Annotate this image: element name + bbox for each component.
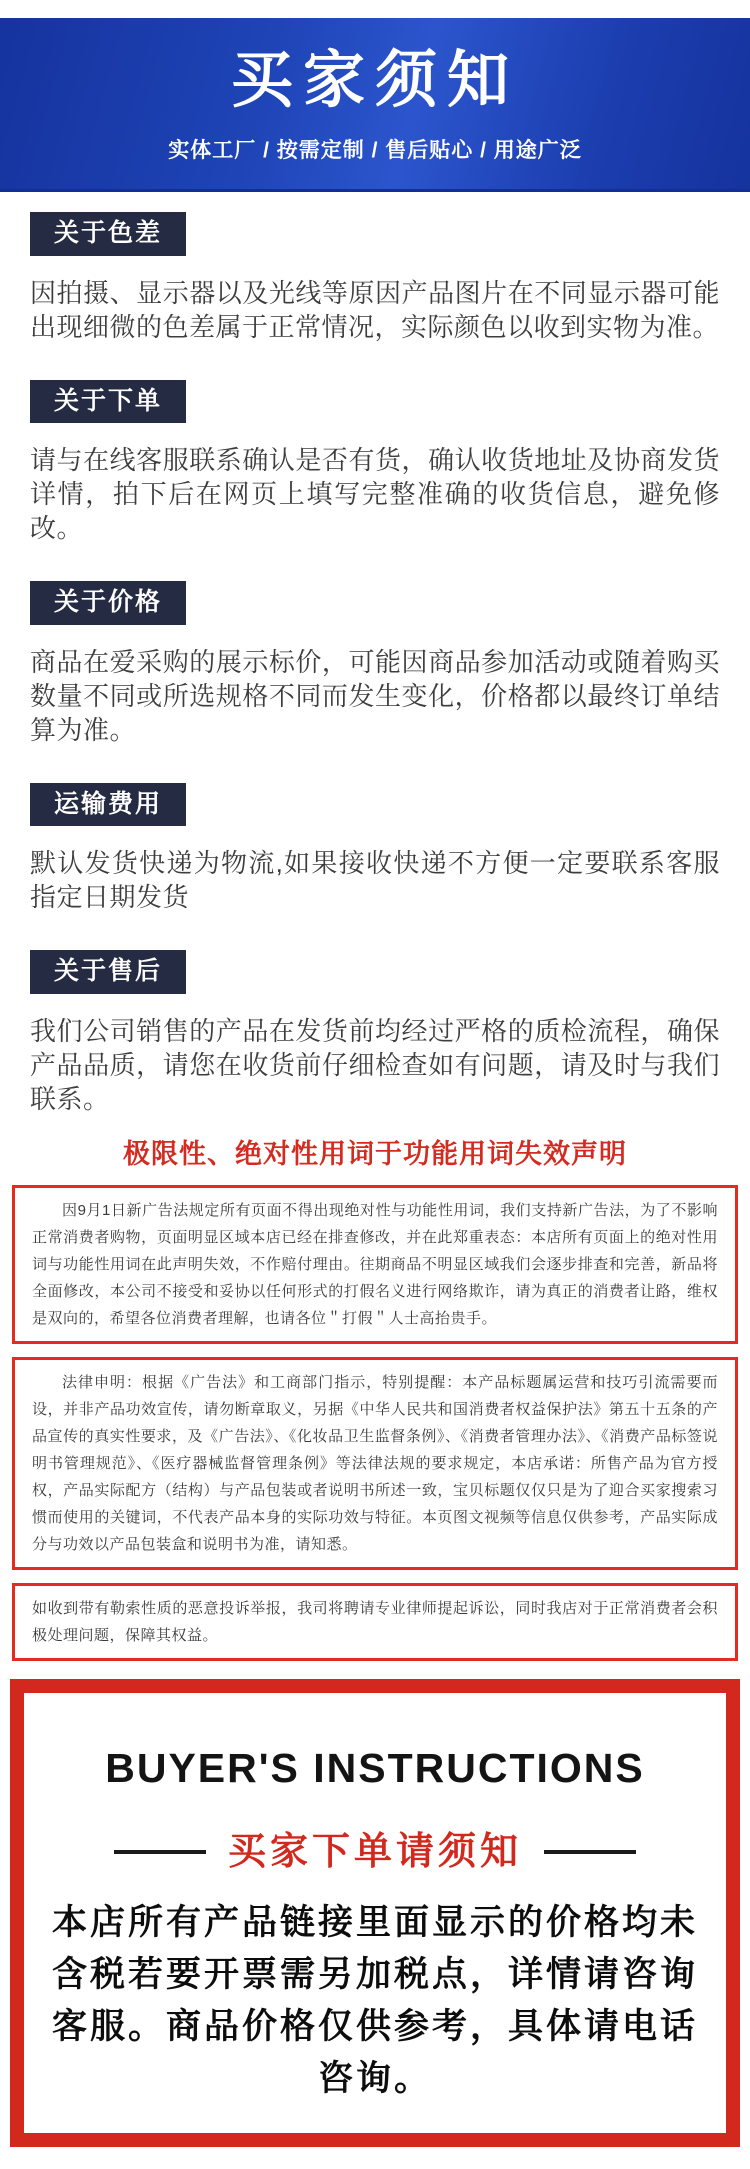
buyer-instructions-box (10, 1679, 740, 2147)
page-subtitle: 实体工厂 / 按需定制 / 售后贴心 / 用途广泛 (168, 138, 582, 162)
bottom-whitespace (0, 2147, 750, 2169)
disclaimer-title: 极限性、绝对性用词于功能用词失效声明 (123, 1138, 627, 1169)
page-title: 买家须知 (230, 45, 519, 115)
left-dash-line (114, 1850, 206, 1854)
section-body-text: 因拍摄、显示器以及光线等原因产品图片在不同显示器可能出现细微的色差属于正常情况，实际颜色以收到实物为准。 (30, 277, 720, 342)
section-body-text: 商品在爱采购的展示标价，可能因商品参加活动或随着购买数量不同或所选规格不同而发生变化，价格都以最终订单结算为准。 (30, 646, 720, 745)
right-dash-line (544, 1850, 636, 1854)
buyer-instructions-title-en: BUYER'S INSTRUCTIONS (105, 1744, 645, 1791)
section-shipping-fee (30, 763, 720, 915)
section-label: 关于下单 (30, 380, 186, 424)
disclaimer-box-legal-statement: 法律申明：根据《广告法》和工商部门指示，特别提醒：本产品标题属运营和技巧引流需要而设，并非产品功效宣传，请勿断章取义，另据《中华人民共和国消费者权益保护法》第五十五条的产品宣传的真实性要求，及《广告法》、《化妆品卫生监督条例》、《消费者管理办法》、《消费产品标签说明书管理规范》、《医疗器械监督管理条例》等法律法规的要求规定，本店承诺：所售产品为官方授权，产品实际配方（结构）与产品包装或者说明书所述一致，宝贝标题仅仅只是为了迎合买家搜索习惯而使用的关键词，不代表产品本身的实际功效与特征。本页图文视频等信息仅供参考，产品实际成分与功效以产品包装盒和说明书为准，请知悉。 (12, 1357, 738, 1570)
buyer-instructions-body: 本店所有产品链接里面显示的价格均未含税若要开票需另加税点，详情请咨询客服。商品价格仅供参考，具体请电话咨询。 (51, 1902, 698, 2098)
section-ordering (30, 360, 720, 546)
buyer-instructions-title-cn: 买家下单请须知 (227, 1830, 522, 1873)
section-after-sales (30, 930, 720, 1116)
section-body-text: 我们公司销售的产品在发货前均经过严格的质检流程，确保产品品质，请您在收货前仔细检查如有问题，请及时与我们联系。 (30, 1015, 720, 1114)
buyer-instructions-title-row (46, 1830, 704, 1873)
section-label: 运输费用 (30, 783, 186, 827)
blue-header-banner (0, 18, 750, 192)
top-whitespace (0, 0, 750, 18)
section-color-difference (30, 192, 720, 344)
disclaimer-box-ad-law: 因9月1日新广告法规定所有页面不得出现绝对性与功能性用词，我们支持新广告法，为了不影响正常消费者购物，页面明显区域本店已经在排查修改，并在此郑重表态：本店所有页面上的绝对性用词与功能性用词在此声明失效，不作赔付理由。往期商品不明显区域我们会逐步排查和完善，新品将全面修改，本公司不接受和妥协以任何形式的打假名义进行网络欺诈，请为真正的消费者让路，维权是双向的，希望各位消费者理解，也请各位＂打假＂人士高抬贵手。 (12, 1185, 738, 1344)
section-body-text: 默认发货快递为物流,如果接收快递不方便一定要联系客服指定日期发货 (30, 848, 720, 912)
section-label: 关于售后 (30, 950, 186, 994)
notice-sections (0, 192, 750, 1116)
section-label: 关于价格 (30, 581, 186, 625)
section-pricing (30, 561, 720, 747)
section-label: 关于色差 (30, 212, 186, 256)
section-body-text: 请与在线客服联系确认是否有货，确认收货地址及协商发货详情，拍下后在网页上填写完整准确的收货信息，避免修改。 (30, 445, 720, 543)
disclaimer-box-malicious-complaints: 如收到带有勒索性质的恶意投诉举报，我司将聘请专业律师提起诉讼，同时我店对于正常消费者会积极处理问题，保障其权益。 (12, 1583, 738, 1661)
